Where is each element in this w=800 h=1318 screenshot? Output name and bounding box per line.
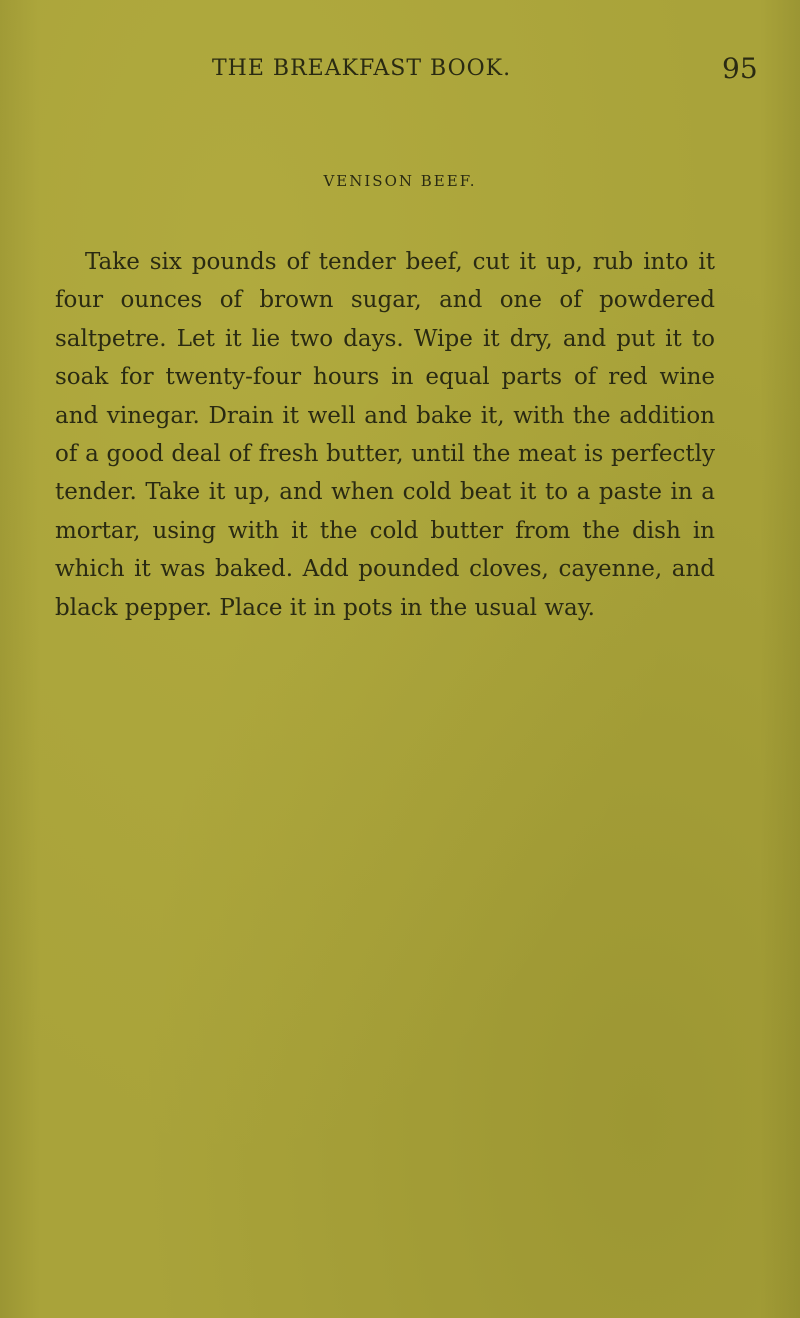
- book-title: THE BREAKFAST BOOK.: [212, 56, 512, 81]
- running-head: [0, 52, 800, 92]
- recipe-title: VENISON BEEF.: [323, 172, 477, 190]
- recipe-body: Take six pounds of tender beef, cut it up, rub into it four ounces of brown sugar, and one of powdered saltpetre. Let it lie two days. Wipe it dry, and put it to soak for twenty-four hours in equal parts of red wine and vinegar. Drain it well and bake it, with the addition of a good deal of fresh butter, until the meat is perfectly tender. Take it up, and when cold beat it to a paste in a mortar, using with it the cold butter from the dish in which it was baked. Add pounded cloves, cayenne, and black pepper. Place it in pots in the usual way.: [55, 249, 715, 621]
- page-number: 95: [722, 52, 758, 85]
